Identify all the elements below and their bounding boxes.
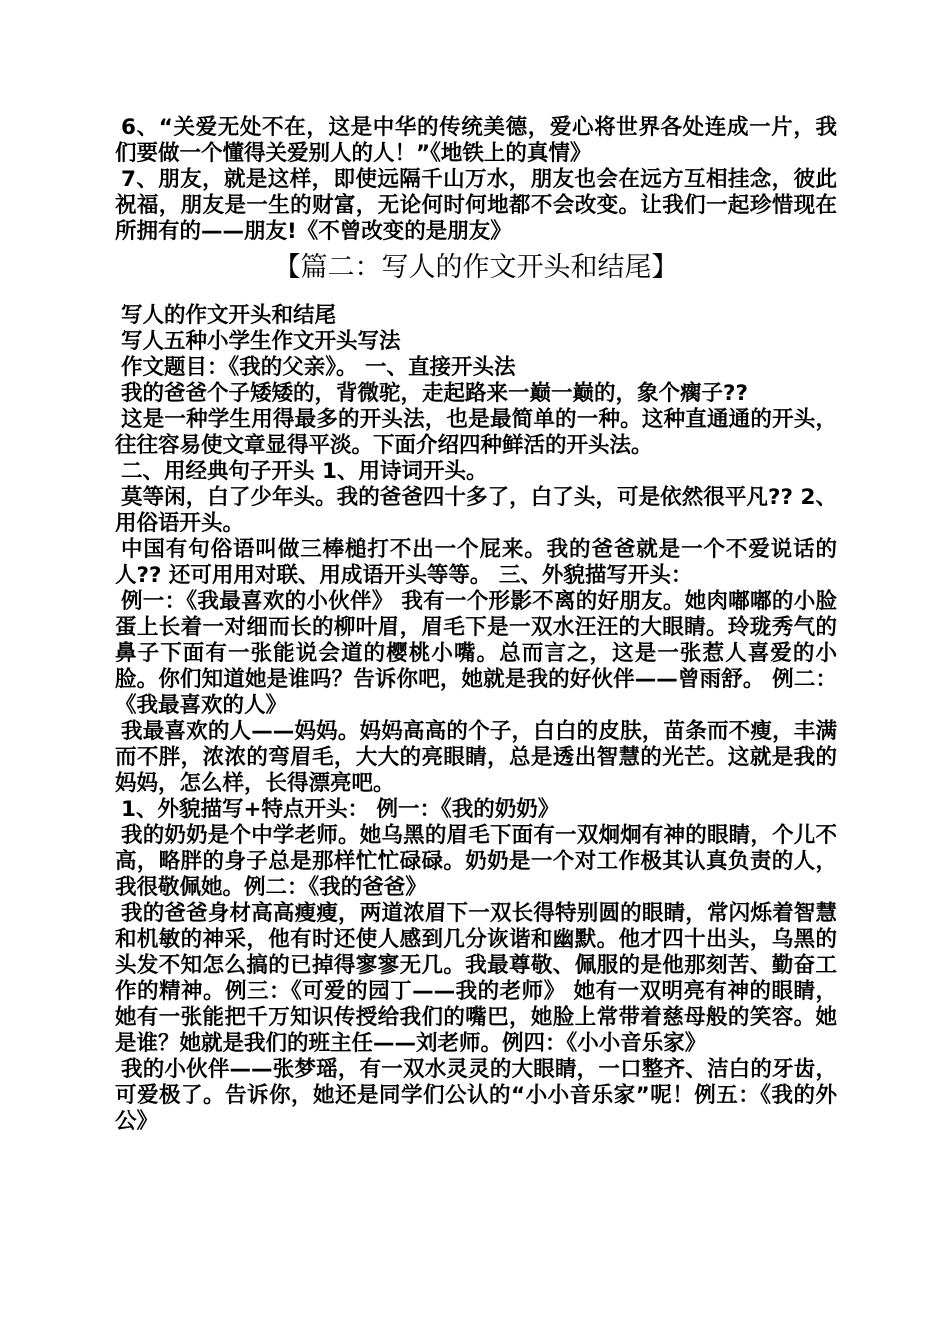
paragraph: 写人五种小学生作文开头写法 (121, 329, 401, 354)
section-heading: 【篇二：写人的作文开头和结尾】 (273, 252, 679, 283)
paragraph: 我的爸爸个子矮矮的，背微驼，走起路来一巅一巅的，象个瘸子?? (121, 381, 748, 406)
paragraph: 我的小伙伴——张梦瑶，有一双水灵灵的大眼睛，一口整齐、洁白的牙齿，可爱极了。告诉你，她还是同学们公认的“小小音乐家”呢！例五：《我的外公》 (115, 1057, 837, 1134)
paragraph: 我最喜欢的人——妈妈。妈妈高高的个子，白白的皮肤，苗条而不瘦，丰满而不胖，浓浓的弯眉毛，大大的亮眼睛，总是透出智慧的光芒。这就是我的妈妈，怎么样，长得漂亮吧。 (115, 719, 837, 796)
paragraph-7: 7、朋友，就是这样，即使远隔千山万水，朋友也会在远方互相挂念，彼此祝福，朋友是一生的财富，无论何时何地都不会改变。让我们一起珍惜现在所拥有的——朋友!《不曾改变的是朋友》 (115, 167, 837, 244)
paragraph: 我的爸爸身材高高瘦瘦，两道浓眉下一双长得特别圆的眼睛，常闪烁着智慧和机敏的神采，他有时还使人感到几分诙谐和幽默。他才四十出头，乌黑的头发不知怎么搞的已掉得寥寥无几。我最尊敬、佩服的是他那刻苦、勤奋工作的精神。例三：《可爱的园丁——我的老师》 她有一双明亮有神的眼睛，她有一张能把千万知识传授给我们的嘴巴，她脸上常带着慈母般的笑容。她是谁？她就是我们的班主任——刘老师。例四：《小小音乐家》 (115, 901, 837, 1056)
paragraph: 莫等闲，白了少年头。我的爸爸四十多了，白了头，可是依然很平凡?? 2、用俗语开头。 (115, 485, 837, 536)
paragraph: 例一：《我最喜欢的小伙伴》 我有一个形影不离的好朋友。她肉嘟嘟的小脸蛋上长着一对细而长的柳叶眉，眉毛下是一双水汪汪的大眼睛。玲珑秀气的鼻子下面有一张能说会道的樱桃小嘴。总而言之，这是一张惹人喜爱的小脸。你们知道她是谁吗？告诉你吧，她就是我的好伙伴——曾雨舒。 例二：《我最喜欢的人》 (115, 589, 837, 718)
paragraph: 二、用经典句子开头 1、用诗词开头。 (121, 459, 488, 484)
paragraph-6: 6、“关爱无处不在，这是中华的传统美德，爱心将世界各处连成一片，我们要做一个懂得关爱别人的人！”《地铁上的真情》 (115, 115, 837, 166)
paragraph: 中国有句俗语叫做三棒槌打不出一个屁来。我的爸爸就是一个不爱说话的人?? 还可用用对联、用成语开头等等。 三、外貌描写开头： (115, 537, 837, 588)
paragraph: 写人的作文开头和结尾 (121, 303, 337, 328)
paragraph: 1、外貌描写+特点开头： 例一：《我的奶奶》 (121, 797, 560, 822)
paragraph: 作文题目：《我的父亲》。 一、直接开头法 (121, 355, 516, 380)
paragraph: 这是一种学生用得最多的开头法，也是最简单的一种。这种直通通的开头，往往容易使文章显得平淡。下面介绍四种鲜活的开头法。 (115, 407, 837, 458)
paragraph: 我的奶奶是个中学老师。她乌黑的眉毛下面有一双炯炯有神的眼睛，个儿不高，略胖的身子总是那样忙忙碌碌。奶奶是一个对工作极其认真负责的人，我很敬佩她。例二：《我的爸爸》 (115, 823, 837, 900)
document-page (115, 115, 837, 1135)
